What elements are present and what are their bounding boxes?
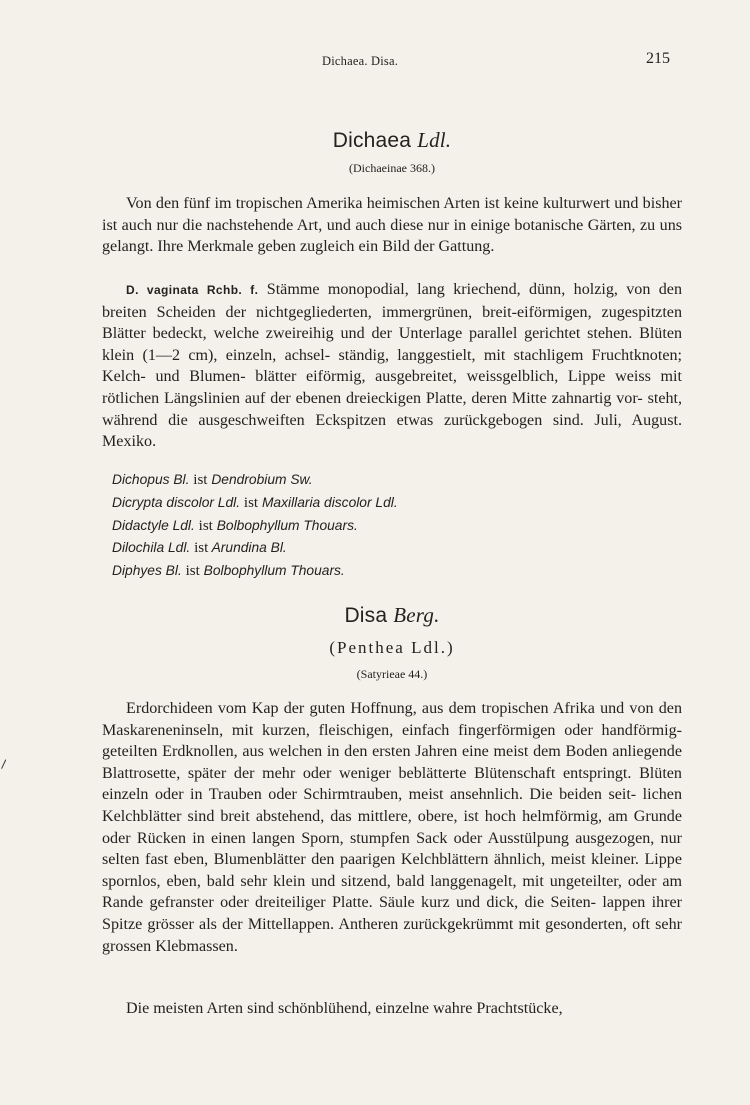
running-head — [0, 50, 750, 72]
text-line: mehr oder weniger beblätterte Blütenschaft entspringt. Blüten einzeln — [102, 764, 682, 804]
text-line: ersten Jahren eine meist dem Boden anliegende Blattrosette, später der — [102, 743, 682, 782]
text-line: Unterlage parallel gerichtet stehen. Blüten klein (1—2 cm), einzeln, achsel- — [102, 325, 683, 364]
text-line: kulturwert und bisher ist auch nur die nachstehende Art, und auch diese — [102, 195, 683, 234]
text-line: Afrika und von den Maskareneninseln, mit kurzen, fleischigen, einfach — [102, 700, 683, 739]
genus-title-disa: Disa — [344, 604, 388, 627]
text-line: Rande gefranster oder dreiteiliger Platte. Säule kurz und dick, die Seiten- — [102, 894, 597, 912]
dichaea-heading — [102, 128, 682, 153]
text-line: Erdorchideen vom Kap der guten Hoffnung, aus dem tropischen — [126, 700, 549, 717]
text-line: lichen Kelchblätter sind breit abstehend, das mittlere, obere, ist hoch — [102, 786, 682, 825]
text-line: Stämme monopodial, lang kriechend, dünn, — [266, 281, 566, 298]
genus-synonym-disa: (Penthea Ldl.) — [329, 638, 455, 657]
species-name: D. vaginata Rchb. f. — [126, 283, 259, 297]
text-line: Von den fünf im tropischen Amerika heimischen Arten ist keine — [126, 195, 539, 212]
text-line: Sack oder Ausstülpung ausgezogen, nur selten fast eben, Blumenblätter — [102, 829, 682, 869]
page-number: 215 — [646, 50, 670, 67]
synonym-entry: Diphyes Bl. ist Bolbophyllum Thouars. — [112, 563, 345, 580]
text-line: bald sehr klein und sitzend, bald langgenagelt, mit ungeteilter, oder am — [206, 872, 682, 890]
text-line: mit gesonderten, oft sehr grossen Klebmassen. — [102, 915, 682, 955]
synonym-entry: Didactyle Ldl. ist Bolbophyllum Thouars. — [112, 517, 358, 534]
disa-heading — [102, 603, 682, 628]
synonym-entry: Dicrypta discolor Ldl. ist Maxillaria discolor Ldl. — [112, 494, 398, 511]
genus-title-dichaea: Dichaea — [332, 129, 412, 152]
tribe-reference-disa: (Satyrieae 44.) — [356, 667, 428, 681]
text-line: blätter eiförmig, ausgebreitet, weissgelblich, Lippe weiss mit rötlichen — [102, 368, 682, 407]
text-line: Die meisten Arten sind schönblühend, einzelne wahre Prachtstücke, — [126, 1000, 563, 1017]
text-line: fingerförmigen oder handförmig-geteilten Erdknollen, aus welchen in den — [102, 721, 682, 761]
dichaea-intro-paragraph — [102, 193, 682, 258]
synonym-list — [112, 469, 632, 583]
genus-author-disa: Berg. — [393, 603, 440, 627]
disa-paragraph — [102, 698, 682, 957]
text-line: nur in einige botanische Gärten, zu uns gelangt. Ihre Merkmale geben — [102, 216, 683, 256]
running-title: Dichaea. Disa. — [322, 54, 399, 68]
text-line: holzig, von den breiten Scheiden der nichtgegliederten, immergrünen, — [102, 281, 682, 321]
text-line: zugleich ein Bild der Gattung. — [299, 238, 495, 256]
synonym-entry: Dilochila Ldl. ist Arundina Bl. — [112, 540, 287, 557]
margin-mark — [1, 759, 10, 770]
text-line: helmförmig, am Grunde oder Rücken in einen langen Sporn, stumpfen — [102, 807, 683, 847]
dichaea-species-paragraph — [102, 279, 682, 453]
text-line: steht, während die ausgeschweiften Eckspitzen etwas zurückgebogen sind. — [102, 389, 682, 429]
text-line: ständig, langgestielt, mit stachligem Fruchtknoten; Kelch- und Blumen- — [102, 346, 682, 386]
text-line: Längslinien auf der ebenen dreieckigen Platte, deren Mitte zahnartig vor- — [164, 389, 643, 407]
text-line: lappen ihrer Spitze grösser als der Mittellappen. Antheren zurückgekrümmt — [102, 894, 682, 933]
synonym-entry: Dichopus Bl. ist Dendrobium Sw. — [112, 472, 313, 488]
subtribe-reference-dichaea: (Dichaeinae 368.) — [349, 161, 435, 175]
text-line: breit-eiförmigen, zugespitzten Blätter bedeckt, welche zweireihig und der — [102, 303, 682, 343]
text-line: Juli, August. Mexiko. — [102, 411, 682, 451]
text-line: oder in Trauben oder Schirmtrauben, meist ansehnlich. Die beiden seit- — [154, 786, 637, 804]
text-line: den paarigen Kelchblättern ähnlich, meist kleiner. Lippe spornlos, eben, — [102, 851, 682, 890]
disa-next-paragraph — [102, 998, 682, 1020]
genus-author-dichaea: Ldl. — [417, 128, 452, 152]
